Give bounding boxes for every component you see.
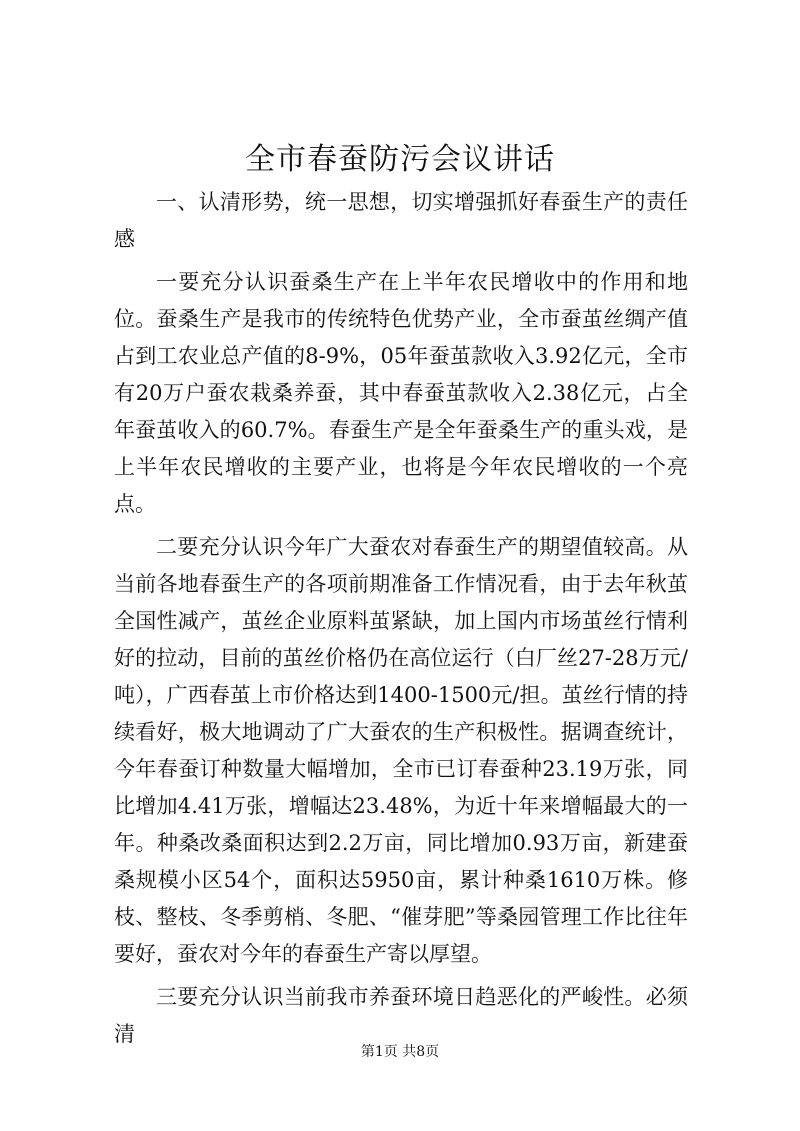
body-paragraph: 二要充分认识今年广大蚕农对春蚕生产的期望值较高。从当前各地春蚕生产的各项前期准备工作情况看，由于去年秋茧全国性减产，茧丝企业原料茧紧缺，加上国内市场茧丝行情利好的拉动，目前的茧丝价格仍在高位运行（白厂丝27-28万元/吨），广西春茧上市价格达到1400-1500元/担。茧丝行情的持续看好，极大地调动了广大蚕农的生产积极性。据调查统计，今年春蚕订种数量大幅增加，全市已订春蚕种23.19万张，同比增加4.41万张，增幅达23.48%，为近十年来增幅最大的一年。种桑改桑面积达到2.2万亩，同比增加0.93万亩，新建蚕桑规模小区54个，面积达5950亩，累计种桑1610万株。修枝、整枝、冬季剪梢、冬肥、“催芽肥”等桑园管理工作比往年要好，蚕农对今年的春蚕生产寄以厚望。 bbox=[114, 535, 688, 966]
body-paragraph: 三要充分认识当前我市养蚕环境日趋恶化的严峻性。必须清 bbox=[114, 985, 688, 1046]
section-heading: 一、认清形势，统一思想，切实增强抓好春蚕生产的责任感 bbox=[114, 190, 688, 251]
page-footer: 第1页 共8页 bbox=[360, 1044, 440, 1060]
document-body bbox=[114, 184, 688, 1059]
body-paragraph: 一要充分认识蚕桑生产在上半年农民增收中的作用和地位。蚕桑生产是我市的传统特色优势产业，全市蚕茧丝绸产值占到工农业总产值的8-9%，05年蚕茧款收入3.92亿元，全市有20万户蚕农栽桑养蚕，其中春蚕茧款收入2.38亿元，占全年蚕茧收入的60.7%。春蚕生产是全年蚕桑生产的重头戏，是上半年农民增收的主要产业，也将是今年农民增收的一个亮点。 bbox=[114, 270, 688, 516]
page-title: 全市春蚕防污会议讲话 bbox=[245, 142, 555, 177]
